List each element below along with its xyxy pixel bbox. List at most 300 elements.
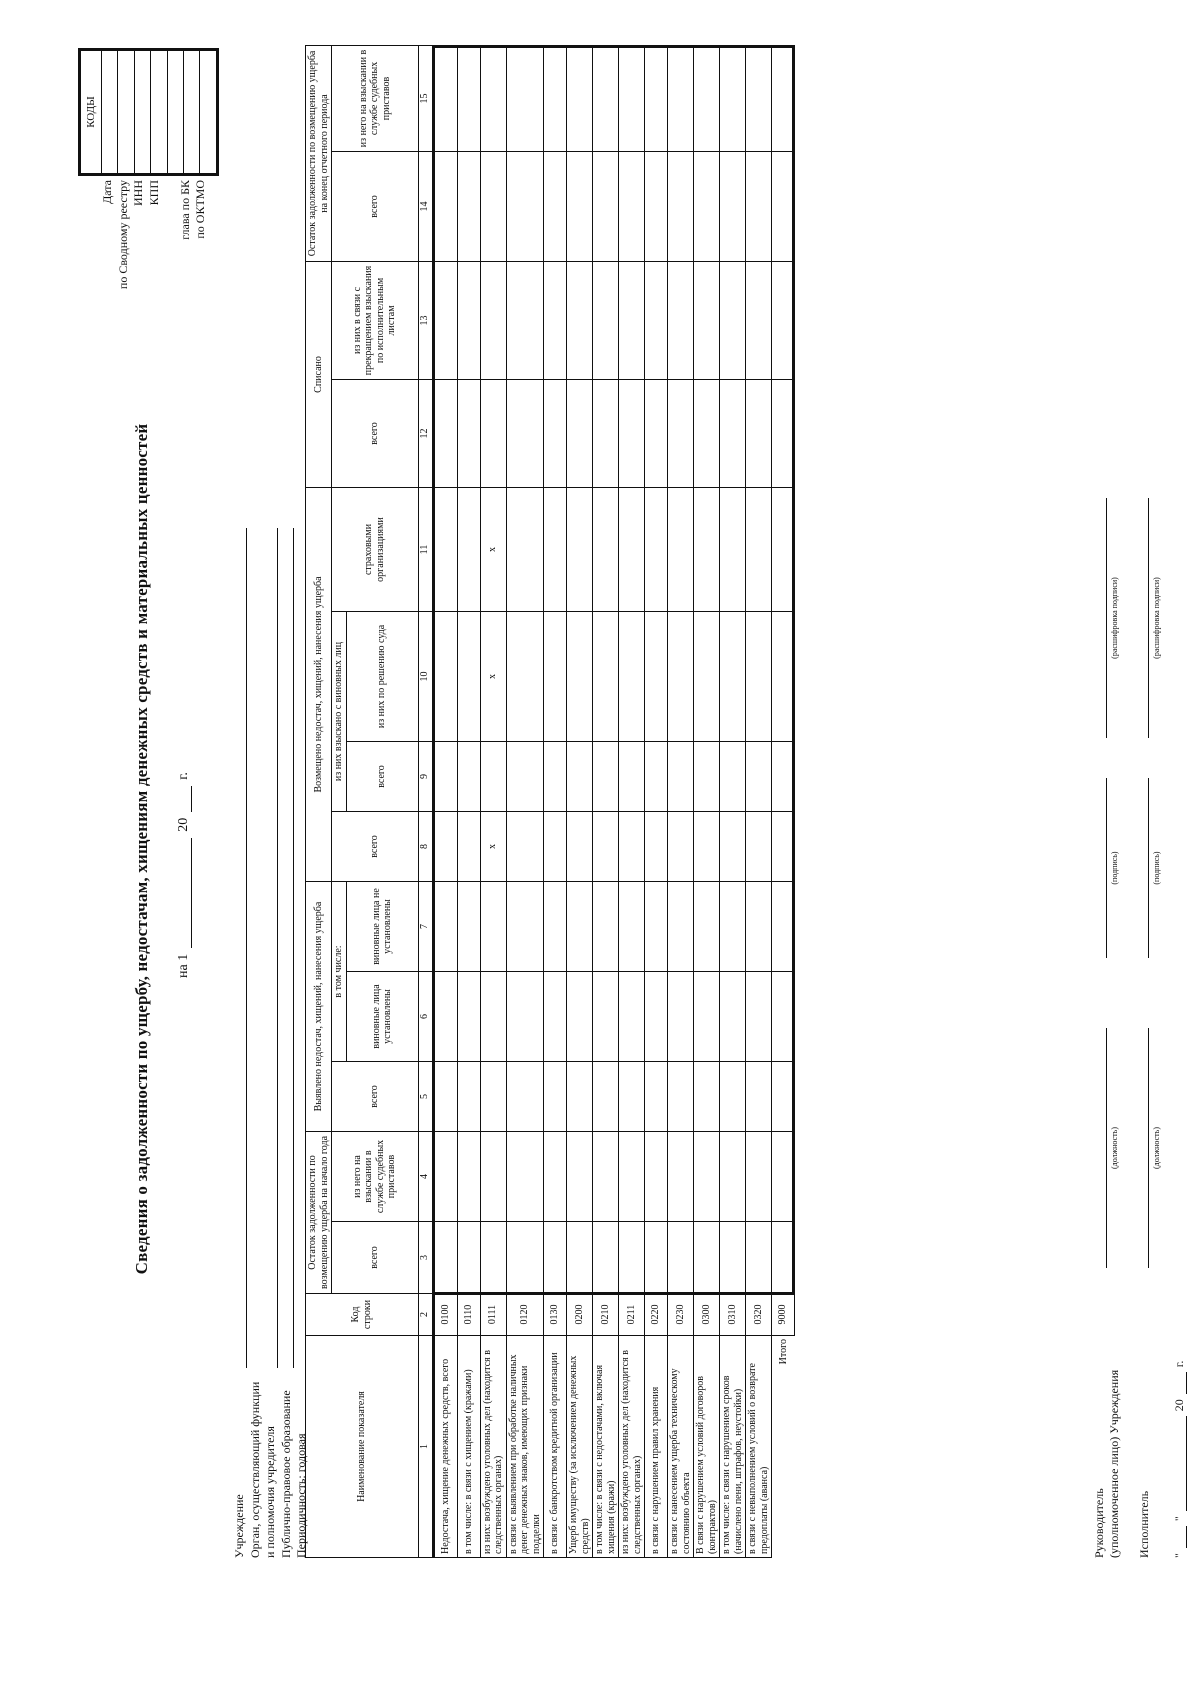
header-group-compensated: Возмещено недостач, хищений, нанесения ущерба: [306, 487, 332, 881]
col-num: 3: [418, 1222, 433, 1294]
value-cell[interactable]: [694, 972, 720, 1062]
header-found-incl: в том числе:: [332, 882, 347, 1062]
value-cell[interactable]: [433, 882, 457, 972]
value-cell[interactable]: [433, 1222, 457, 1294]
value-cell[interactable]: [645, 261, 668, 379]
signature-date: [1172, 1361, 1187, 1558]
value-cell[interactable]: [668, 45, 694, 151]
value-cell[interactable]: [506, 1222, 544, 1294]
total-value-cell[interactable]: [772, 1062, 795, 1132]
value-cell[interactable]: [506, 151, 544, 261]
value-cell[interactable]: [668, 612, 694, 742]
total-value-cell[interactable]: [772, 972, 795, 1062]
value-cell[interactable]: [480, 1062, 506, 1132]
value-cell[interactable]: [746, 1222, 772, 1294]
value-cell[interactable]: [593, 487, 619, 611]
value-cell[interactable]: [433, 151, 457, 261]
value-cell[interactable]: [457, 1132, 480, 1222]
col-num: 8: [418, 812, 433, 882]
value-cell[interactable]: [668, 812, 694, 882]
value-cell[interactable]: [619, 612, 645, 742]
total-value-cell[interactable]: [772, 812, 795, 882]
codes-title: КОДЫ: [80, 50, 102, 175]
value-cell[interactable]: [457, 379, 480, 487]
value-cell[interactable]: [668, 1062, 694, 1132]
value-cell[interactable]: [567, 882, 593, 972]
value-cell[interactable]: [593, 1062, 619, 1132]
value-cell[interactable]: [694, 812, 720, 882]
value-cell[interactable]: [746, 812, 772, 882]
row-name: Недостача, хищение денежных средств, всего: [433, 1336, 457, 1558]
row-code: 0320: [746, 1294, 772, 1336]
value-cell[interactable]: [457, 45, 480, 151]
value-cell[interactable]: [480, 151, 506, 261]
value-cell[interactable]: [544, 882, 567, 972]
value-cell[interactable]: [593, 812, 619, 882]
value-cell[interactable]: [567, 151, 593, 261]
report-period: [176, 772, 192, 978]
value-cell[interactable]: [668, 487, 694, 611]
value-cell[interactable]: [567, 812, 593, 882]
value-cell[interactable]: [746, 379, 772, 487]
row-code: 0130: [544, 1294, 567, 1336]
value-cell[interactable]: [506, 261, 544, 379]
cell-not-applicable: х: [480, 812, 506, 882]
value-cell[interactable]: [567, 1062, 593, 1132]
value-cell[interactable]: [645, 487, 668, 611]
value-cell[interactable]: [506, 45, 544, 151]
header-comp-insurers: страховыми организациями: [332, 487, 419, 611]
public-entity-field[interactable]: [293, 528, 294, 1368]
value-cell[interactable]: [567, 1222, 593, 1294]
period-prefix: на 1: [176, 953, 191, 978]
head-label-1: Руководитель: [1092, 1488, 1106, 1558]
value-cell[interactable]: [668, 882, 694, 972]
founder-field[interactable]: [277, 528, 278, 1368]
value-cell[interactable]: [694, 1062, 720, 1132]
value-cell[interactable]: [567, 487, 593, 611]
value-cell[interactable]: [593, 261, 619, 379]
period-day-month-field[interactable]: [177, 838, 192, 948]
value-cell[interactable]: [694, 882, 720, 972]
code-cell-empty[interactable]: [167, 50, 183, 175]
value-cell[interactable]: [593, 972, 619, 1062]
value-cell[interactable]: [567, 972, 593, 1062]
value-cell[interactable]: [457, 812, 480, 882]
table-row: [668, 45, 694, 1557]
total-value-cell[interactable]: [772, 379, 795, 487]
row-name: из них: возбуждено уголовных дел (находится в следственных органах): [619, 1336, 645, 1558]
value-cell[interactable]: [668, 742, 694, 812]
code-cell-bk[interactable]: [183, 50, 199, 175]
value-cell[interactable]: [645, 1132, 668, 1222]
date-suffix: г.: [1172, 1360, 1186, 1368]
value-cell[interactable]: [694, 612, 720, 742]
value-cell[interactable]: [720, 612, 746, 742]
value-cell[interactable]: [645, 1222, 668, 1294]
row-name: из них: возбуждено уголовных дел (находится в следственных органах): [480, 1336, 506, 1558]
value-cell[interactable]: [593, 742, 619, 812]
value-cell[interactable]: [593, 882, 619, 972]
value-cell[interactable]: [645, 612, 668, 742]
value-cell[interactable]: [668, 1222, 694, 1294]
code-cell-date[interactable]: [102, 50, 118, 175]
table-row: [433, 45, 457, 1557]
head-decode-field[interactable]: [1106, 498, 1107, 738]
value-cell[interactable]: [645, 1062, 668, 1132]
value-cell[interactable]: [694, 379, 720, 487]
value-cell[interactable]: [720, 487, 746, 611]
value-cell[interactable]: [720, 261, 746, 379]
value-cell[interactable]: [544, 1132, 567, 1222]
value-cell[interactable]: [506, 742, 544, 812]
label-founder-1: Орган, осуществляющий функции: [247, 1381, 262, 1558]
value-cell[interactable]: [720, 1062, 746, 1132]
header-left-labels: [232, 1382, 310, 1558]
value-cell[interactable]: [593, 612, 619, 742]
total-value-cell[interactable]: [772, 487, 795, 611]
value-cell[interactable]: [433, 45, 457, 151]
value-cell[interactable]: [506, 487, 544, 611]
col-num: 14: [418, 151, 433, 261]
value-cell[interactable]: [433, 487, 457, 611]
total-value-cell[interactable]: [772, 151, 795, 261]
form-title: Сведения о задолженности по ущербу, недостачам, хищениям денежных средств и материальных ценностей: [132, 423, 151, 1275]
total-row: [772, 45, 795, 1557]
value-cell[interactable]: [746, 151, 772, 261]
row-code: 0220: [645, 1294, 668, 1336]
value-cell[interactable]: [746, 612, 772, 742]
col-num: 6: [418, 972, 433, 1062]
row-code: 0111: [480, 1294, 506, 1336]
header-name: Наименование показателя: [306, 1336, 419, 1558]
value-cell[interactable]: [619, 972, 645, 1062]
head-label-2: (уполномоченное лицо) Учреждения: [1107, 1369, 1121, 1558]
row-name: в связи с нарушением правил хранения: [645, 1336, 668, 1558]
value-cell[interactable]: [720, 151, 746, 261]
header-guilty-unset: виновные лица не установлены: [346, 882, 418, 972]
value-cell[interactable]: [457, 151, 480, 261]
header-group-begin: Остаток задолженности по возмещению ущерба на начало года: [306, 1132, 332, 1294]
value-cell[interactable]: [480, 379, 506, 487]
header-end-total: всего: [332, 151, 419, 261]
code-cell-inn[interactable]: [134, 50, 150, 175]
value-cell[interactable]: [506, 379, 544, 487]
value-cell[interactable]: [457, 972, 480, 1062]
value-cell[interactable]: [457, 487, 480, 611]
value-cell[interactable]: [746, 1132, 772, 1222]
value-cell[interactable]: [619, 1222, 645, 1294]
value-cell[interactable]: [480, 742, 506, 812]
value-cell[interactable]: [746, 742, 772, 812]
value-cell[interactable]: [567, 1132, 593, 1222]
value-cell[interactable]: [480, 1132, 506, 1222]
code-cell-oktmo[interactable]: [200, 50, 217, 175]
value-cell[interactable]: [506, 1062, 544, 1132]
executor-decode-caption: (расшифровка подписи): [1152, 577, 1161, 659]
value-cell[interactable]: [480, 261, 506, 379]
date-year-prefix: 20: [1172, 1399, 1186, 1412]
row-name: в том числе: в связи с недостачами, включая хищения (кражи): [593, 1336, 619, 1558]
value-cell[interactable]: [619, 812, 645, 882]
total-value-cell[interactable]: [772, 612, 795, 742]
value-cell[interactable]: [433, 1062, 457, 1132]
column-numbers-row: [418, 45, 433, 1557]
total-value-cell[interactable]: [772, 261, 795, 379]
header-comp-total: всего: [332, 812, 419, 882]
header-comp-recovered: из них взыскано с виновных лиц: [332, 612, 347, 812]
row-name: В связи с нарушением условий договоров (контрактов): [694, 1336, 720, 1558]
value-cell[interactable]: [668, 1132, 694, 1222]
code-label-date: Дата: [100, 180, 114, 204]
value-cell[interactable]: [746, 261, 772, 379]
value-cell[interactable]: [567, 379, 593, 487]
code-label-registry: по Сводному реестру: [115, 180, 130, 290]
row-name: Ущерб имуществу (за исключением денежных средств): [567, 1336, 593, 1558]
institution-field[interactable]: [246, 528, 247, 1368]
date-day-field[interactable]: [1174, 1526, 1187, 1548]
value-cell[interactable]: [746, 45, 772, 151]
head-signature-caption: (подпись): [1110, 851, 1119, 885]
header-code: Код строки: [306, 1294, 419, 1336]
header-end-bailiff: из него на взыскании в службе судебных приставов: [332, 45, 419, 151]
value-cell[interactable]: [544, 1222, 567, 1294]
value-cell[interactable]: [567, 612, 593, 742]
period-suffix: г.: [176, 772, 191, 780]
executor-position-field[interactable]: [1148, 1028, 1149, 1268]
value-cell[interactable]: [645, 742, 668, 812]
value-cell[interactable]: [720, 379, 746, 487]
table-row: [720, 45, 746, 1557]
table-row: [544, 45, 567, 1557]
total-label: Итого: [772, 1336, 795, 1558]
value-cell[interactable]: [694, 261, 720, 379]
table-row: [506, 45, 544, 1557]
value-cell[interactable]: [645, 812, 668, 882]
value-cell[interactable]: [457, 1062, 480, 1132]
value-cell[interactable]: [544, 379, 567, 487]
total-value-cell[interactable]: [772, 742, 795, 812]
value-cell[interactable]: [567, 742, 593, 812]
value-cell[interactable]: [567, 261, 593, 379]
value-cell[interactable]: [694, 45, 720, 151]
head-position-field[interactable]: [1106, 1028, 1107, 1268]
head-position-caption: (должность): [1110, 1127, 1119, 1169]
row-name: в том числе: в связи с хищением (кражами): [457, 1336, 480, 1558]
executor-decode-field[interactable]: [1148, 498, 1149, 738]
value-cell[interactable]: [619, 45, 645, 151]
value-cell[interactable]: [480, 882, 506, 972]
code-label-kpp: КПП: [146, 180, 161, 206]
header-group-found: Выявлено недостач, хищений, нанесения ущерба: [306, 882, 332, 1132]
value-cell[interactable]: [506, 882, 544, 972]
total-value-cell[interactable]: [772, 45, 795, 151]
value-cell[interactable]: [480, 972, 506, 1062]
row-code: 0110: [457, 1294, 480, 1336]
value-cell[interactable]: [506, 972, 544, 1062]
value-cell[interactable]: [720, 812, 746, 882]
value-cell[interactable]: [619, 742, 645, 812]
row-code: 0100: [433, 1294, 457, 1336]
value-cell[interactable]: [480, 1222, 506, 1294]
total-value-cell[interactable]: [772, 1132, 795, 1222]
value-cell[interactable]: [593, 151, 619, 261]
value-cell[interactable]: [593, 45, 619, 151]
executor-position-caption: (должность): [1152, 1127, 1161, 1169]
col-num: 1: [418, 1336, 433, 1558]
value-cell[interactable]: [645, 45, 668, 151]
header-writeoff-total: всего: [332, 379, 419, 487]
value-cell[interactable]: [433, 379, 457, 487]
code-label-inn: ИНН: [131, 180, 145, 206]
table-row: [480, 45, 506, 1557]
value-cell[interactable]: [433, 812, 457, 882]
row-name: в связи с банкротством кредитной организации: [544, 1336, 567, 1558]
header-group-writeoff: Списано: [306, 261, 332, 487]
value-cell[interactable]: [544, 261, 567, 379]
value-cell[interactable]: [506, 612, 544, 742]
value-cell[interactable]: [544, 742, 567, 812]
row-code: 0211: [619, 1294, 645, 1336]
label-periodicity: Периодичность: годовая: [294, 1433, 308, 1558]
value-cell[interactable]: [544, 812, 567, 882]
value-cell[interactable]: [567, 45, 593, 151]
value-cell[interactable]: [619, 379, 645, 487]
label-public-entity: Публично-правовое образование: [278, 1390, 293, 1558]
code-label-oktmo: по ОКТМО: [193, 180, 207, 239]
header-recovered-total: всего: [346, 742, 418, 812]
code-cell-registry[interactable]: [118, 50, 134, 175]
value-cell[interactable]: [433, 972, 457, 1062]
executor-signature-caption: (подпись): [1152, 851, 1161, 885]
value-cell[interactable]: [433, 261, 457, 379]
value-cell[interactable]: [593, 1222, 619, 1294]
date-year-field[interactable]: [1174, 1372, 1187, 1394]
value-cell[interactable]: [544, 972, 567, 1062]
debt-table: [305, 45, 795, 1558]
value-cell[interactable]: [694, 1222, 720, 1294]
head-signature-field[interactable]: [1106, 778, 1107, 958]
value-cell[interactable]: [593, 379, 619, 487]
value-cell[interactable]: [668, 261, 694, 379]
row-code: 0300: [694, 1294, 720, 1336]
value-cell[interactable]: [457, 612, 480, 742]
row-code: 0120: [506, 1294, 544, 1336]
value-cell[interactable]: [506, 812, 544, 882]
value-cell[interactable]: [694, 1132, 720, 1222]
value-cell[interactable]: [746, 882, 772, 972]
value-cell[interactable]: [645, 379, 668, 487]
header-begin-total: всего: [332, 1222, 419, 1294]
value-cell[interactable]: [720, 1222, 746, 1294]
value-cell[interactable]: [720, 972, 746, 1062]
header-found-total: всего: [332, 1062, 419, 1132]
date-month-field[interactable]: [1174, 1416, 1187, 1511]
value-cell[interactable]: [694, 151, 720, 261]
value-cell[interactable]: [544, 612, 567, 742]
row-name: в том числе: в связи с нарушением сроков (начислено пени, штрафов, неустойки): [720, 1336, 746, 1558]
value-cell[interactable]: [544, 487, 567, 611]
col-num: 13: [418, 261, 433, 379]
value-cell[interactable]: [746, 972, 772, 1062]
executor-signature-field[interactable]: [1148, 778, 1149, 958]
value-cell[interactable]: [668, 379, 694, 487]
value-cell[interactable]: [593, 1132, 619, 1222]
table-row: [567, 45, 593, 1557]
header-group-end: Остаток задолженности по возмещению ущерба на конец отчетного периода: [306, 45, 332, 261]
value-cell[interactable]: [619, 882, 645, 972]
total-value-cell[interactable]: [772, 882, 795, 972]
header-writeoff-ceased: из них в связи с прекращением взыскания по исполнительным листам: [332, 261, 419, 379]
col-num: 2: [418, 1294, 433, 1336]
total-value-cell[interactable]: [772, 1222, 795, 1294]
header-recovered-court: из них по решению суда: [346, 612, 418, 742]
value-cell[interactable]: [433, 742, 457, 812]
value-cell[interactable]: [433, 1132, 457, 1222]
value-cell[interactable]: [720, 882, 746, 972]
table-row: [746, 45, 772, 1557]
value-cell[interactable]: [746, 487, 772, 611]
value-cell[interactable]: [457, 882, 480, 972]
table-body: [433, 45, 795, 1557]
value-cell[interactable]: [544, 151, 567, 261]
row-code: 0200: [567, 1294, 593, 1336]
value-cell[interactable]: [645, 882, 668, 972]
table-row: [694, 45, 720, 1557]
value-cell[interactable]: [619, 1132, 645, 1222]
value-cell[interactable]: [668, 972, 694, 1062]
date-quote-close: ": [1172, 1516, 1186, 1522]
row-code: 0310: [720, 1294, 746, 1336]
value-cell[interactable]: [457, 742, 480, 812]
row-name: в связи с выявлением при обработке наличных денег денежных знаков, имеющих признаки подделки: [506, 1336, 544, 1558]
code-cell-kpp[interactable]: [151, 50, 167, 175]
header-guilty-set: виновные лица установлены: [346, 972, 418, 1062]
value-cell[interactable]: [694, 742, 720, 812]
value-cell[interactable]: [619, 487, 645, 611]
value-cell[interactable]: [720, 742, 746, 812]
col-num: 10: [418, 612, 433, 742]
value-cell[interactable]: [619, 261, 645, 379]
row-name: в связи с нанесением ущерба техническому состоянию объекта: [668, 1336, 694, 1558]
value-cell[interactable]: [746, 1062, 772, 1132]
label-institution: Учреждение: [232, 1494, 246, 1558]
value-cell[interactable]: [544, 1062, 567, 1132]
value-cell[interactable]: [645, 972, 668, 1062]
col-num: 9: [418, 742, 433, 812]
table-row: [645, 45, 668, 1557]
value-cell[interactable]: [457, 1222, 480, 1294]
codes-table: [78, 48, 219, 176]
table-row: [457, 45, 480, 1557]
value-cell[interactable]: [694, 487, 720, 611]
period-year-field[interactable]: [177, 786, 192, 812]
value-cell[interactable]: [506, 1132, 544, 1222]
value-cell[interactable]: [619, 1062, 645, 1132]
label-founder-2: и полномочия учредителя: [263, 1426, 277, 1558]
value-cell[interactable]: [619, 151, 645, 261]
value-cell[interactable]: [645, 151, 668, 261]
value-cell[interactable]: [668, 151, 694, 261]
value-cell[interactable]: [720, 45, 746, 151]
col-num: 5: [418, 1062, 433, 1132]
value-cell[interactable]: [457, 261, 480, 379]
value-cell[interactable]: [544, 45, 567, 151]
total-code: 9000: [772, 1294, 795, 1336]
value-cell[interactable]: [433, 612, 457, 742]
value-cell[interactable]: [480, 45, 506, 151]
value-cell[interactable]: [720, 1132, 746, 1222]
